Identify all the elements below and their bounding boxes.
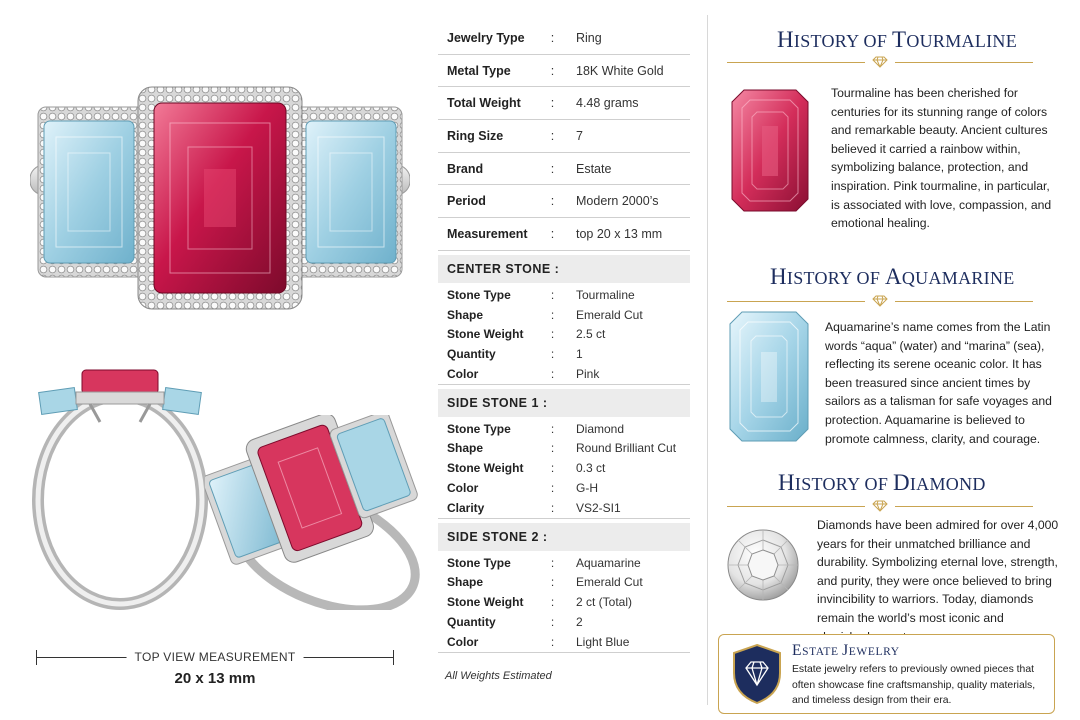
- spec-row: [438, 218, 690, 251]
- ring-angle-view-image: [205, 415, 425, 610]
- aquamarine-gem-image: [728, 310, 810, 443]
- spec-separator: :: [550, 63, 555, 78]
- aquamarine-history-text: Aquamarine’s name comes from the Latin words “aqua” (water) and “marina” (sea), reflecting its serene oceanic color. It has been treasured since ancient times by sailors as a talisman for safe voyages and protection. Aquamarine is believed to promote calmness, clarity, and courage.: [825, 320, 1052, 446]
- title-part: IAMOND: [909, 474, 986, 494]
- spec-label: Color: [447, 481, 479, 496]
- spec-row: [438, 324, 690, 344]
- spec-separator: :: [550, 366, 555, 381]
- side-stone-2-specs: [438, 553, 690, 653]
- spec-row: [438, 364, 690, 384]
- title-rule-right: [895, 506, 1033, 507]
- title-part: STATE: [802, 646, 843, 658]
- title-initial: H: [777, 27, 794, 52]
- diamond-history-title: [778, 470, 986, 496]
- spec-separator: :: [550, 634, 555, 649]
- spec-separator: :: [550, 347, 555, 362]
- measurement-line-end: [393, 650, 394, 665]
- spec-row: [438, 612, 690, 632]
- spec-value: Pink: [576, 366, 600, 381]
- spec-row: [438, 439, 690, 459]
- weights-note: All Weights Estimated: [445, 670, 552, 682]
- spec-row: [438, 153, 690, 186]
- measurement-value: 20 x 13 mm: [174, 670, 256, 687]
- title-part: ISTORY OF: [794, 474, 893, 494]
- spec-value: Modern 2000’s: [576, 194, 659, 209]
- spec-separator: :: [550, 575, 555, 590]
- title-initial: A: [884, 264, 902, 289]
- title-rule-left: [727, 506, 865, 507]
- title-rule-right: [895, 301, 1033, 302]
- ring-top-view-image: [30, 85, 410, 315]
- center-stone-heading: CENTER STONE :: [438, 255, 690, 283]
- spec-label: Stone Weight: [447, 461, 524, 476]
- spec-label: Color: [447, 634, 479, 649]
- measurement-label: TOP VIEW MEASUREMENT: [127, 650, 304, 664]
- tourmaline-history-text: Tourmaline has been cherished for centuries for its stunning range of colors and remarkable beauty. Ancient cultures believed it carried a rainbow within, symbolizing balance, protection, and inspiration. Pink tourmaline, in particular, is associated with love, compassion, and emotional healing.: [831, 86, 1052, 231]
- spec-label: Stone Weight: [447, 595, 524, 610]
- diamond-outline-icon: [872, 295, 888, 307]
- spec-label: Period: [447, 194, 486, 209]
- spec-row: [438, 632, 690, 652]
- spec-value: 0.3 ct: [576, 461, 606, 476]
- spec-separator: :: [550, 30, 555, 45]
- spec-separator: :: [550, 595, 555, 610]
- spec-value: Aquamarine: [576, 555, 641, 570]
- spec-separator: :: [550, 421, 555, 436]
- shield-diamond-icon: [731, 643, 783, 705]
- spec-value: Tourmaline: [576, 287, 635, 302]
- diamond-outline-icon: [872, 500, 888, 512]
- spec-row: [438, 553, 690, 573]
- spec-label: Stone Type: [447, 555, 511, 570]
- spec-label: Quantity: [447, 347, 496, 362]
- spec-value: 18K White Gold: [576, 63, 664, 78]
- spec-label: Measurement: [447, 226, 528, 241]
- spec-label: Shape: [447, 441, 484, 456]
- spec-label: Metal Type: [447, 63, 511, 78]
- diamond-outline-icon: [872, 56, 888, 68]
- spec-row: [438, 592, 690, 612]
- spec-separator: :: [550, 555, 555, 570]
- column-divider: [707, 15, 708, 705]
- side-stone-1-specs: [438, 419, 690, 519]
- spec-value: Estate: [576, 161, 612, 176]
- spec-value: 7: [576, 128, 583, 143]
- top-view-measurement: [36, 648, 394, 698]
- title-initial: D: [892, 470, 910, 495]
- title-part: EWELRY: [848, 646, 900, 658]
- title-initial: T: [891, 27, 907, 52]
- spec-label: Clarity: [447, 500, 485, 515]
- spec-separator: :: [550, 161, 555, 176]
- spec-value: Ring: [576, 30, 602, 45]
- spec-row: [438, 22, 690, 55]
- spec-label: Total Weight: [447, 96, 521, 111]
- spec-separator: :: [550, 194, 555, 209]
- spec-value: 2.5 ct: [576, 327, 606, 342]
- spec-separator: :: [550, 327, 555, 342]
- spec-separator: :: [550, 461, 555, 476]
- spec-row: [438, 87, 690, 120]
- spec-separator: :: [550, 307, 555, 322]
- spec-label: Color: [447, 366, 479, 381]
- title-rule-left: [727, 62, 865, 63]
- title-part: ISTORY OF: [786, 268, 885, 288]
- title-initial: H: [770, 264, 787, 289]
- spec-separator: :: [550, 226, 555, 241]
- ring-images: [0, 0, 430, 720]
- estate-jewelry-box: [718, 634, 1055, 714]
- diamond-gem-image: [726, 528, 800, 602]
- spec-value: Emerald Cut: [576, 575, 643, 590]
- center-stone-specs: [438, 285, 690, 385]
- tourmaline-history-title: [777, 27, 1017, 53]
- spec-separator: :: [550, 481, 555, 496]
- spec-label: Ring Size: [447, 128, 504, 143]
- title-part: OURMALINE: [906, 31, 1018, 51]
- spec-row: [438, 458, 690, 478]
- title-rule-left: [727, 301, 865, 302]
- spec-label: Stone Type: [447, 421, 511, 436]
- spec-label: Jewelry Type: [447, 30, 525, 45]
- spec-row: [438, 573, 690, 593]
- spec-value: VS2-SI1: [576, 500, 621, 515]
- side-stone-2-heading: SIDE STONE 2 :: [438, 523, 690, 551]
- aquamarine-history-title: [770, 264, 1015, 290]
- general-specs: [438, 22, 690, 251]
- spec-row: [438, 285, 690, 305]
- spec-value: Emerald Cut: [576, 307, 643, 322]
- spec-value: top 20 x 13 mm: [576, 226, 663, 241]
- title-rule-right: [895, 62, 1033, 63]
- estate-jewelry-title: [792, 642, 900, 660]
- spec-table: [438, 22, 690, 653]
- spec-value: Diamond: [576, 421, 625, 436]
- title-initial: H: [778, 470, 795, 495]
- tourmaline-gem-image: [730, 88, 810, 213]
- spec-separator: :: [550, 615, 555, 630]
- spec-value: 1: [576, 347, 583, 362]
- spec-separator: :: [550, 441, 555, 456]
- estate-jewelry-text: Estate jewelry refers to previously owned pieces that often showcase fine craftsmanship, quality materials, and timeless design from their era.: [792, 664, 1036, 706]
- spec-row: [438, 478, 690, 498]
- title-part: QUAMARINE: [901, 268, 1015, 288]
- spec-label: Stone Weight: [447, 327, 524, 342]
- spec-value: Round Brilliant Cut: [576, 441, 677, 456]
- side-stone-1-heading: SIDE STONE 1 :: [438, 389, 690, 417]
- spec-value: Light Blue: [576, 634, 630, 649]
- spec-label: Stone Type: [447, 287, 511, 302]
- spec-value: 4.48 grams: [576, 96, 639, 111]
- spec-separator: :: [550, 128, 555, 143]
- spec-row: [438, 498, 690, 518]
- spec-row: [438, 185, 690, 218]
- spec-row: [438, 55, 690, 88]
- spec-label: Shape: [447, 575, 484, 590]
- spec-value: 2 ct (Total): [576, 595, 633, 610]
- spec-row: [438, 305, 690, 325]
- measurement-line-start: [36, 650, 37, 665]
- spec-row: [438, 419, 690, 439]
- spec-separator: :: [550, 287, 555, 302]
- spec-label: Brand: [447, 161, 484, 176]
- spec-separator: :: [550, 96, 555, 111]
- spec-row: [438, 344, 690, 364]
- spec-label: Quantity: [447, 615, 496, 630]
- spec-label: Shape: [447, 307, 484, 322]
- spec-value: 2: [576, 615, 583, 630]
- title-initial: E: [792, 642, 803, 659]
- spec-separator: :: [550, 500, 555, 515]
- diamond-history-text: Diamonds have been admired for over 4,000 years for their unmatched brilliance and durability. Symbolizing eternal love, strength, and purity, they were once believed to bring invincibility to warriors. Today, diamonds remain the world’s most iconic and: [817, 518, 1059, 625]
- ring-side-view-image: [20, 360, 220, 610]
- spec-value: G-H: [576, 481, 598, 496]
- title-initial: J: [842, 642, 849, 659]
- title-part: ISTORY OF: [793, 31, 892, 51]
- spec-row: [438, 120, 690, 153]
